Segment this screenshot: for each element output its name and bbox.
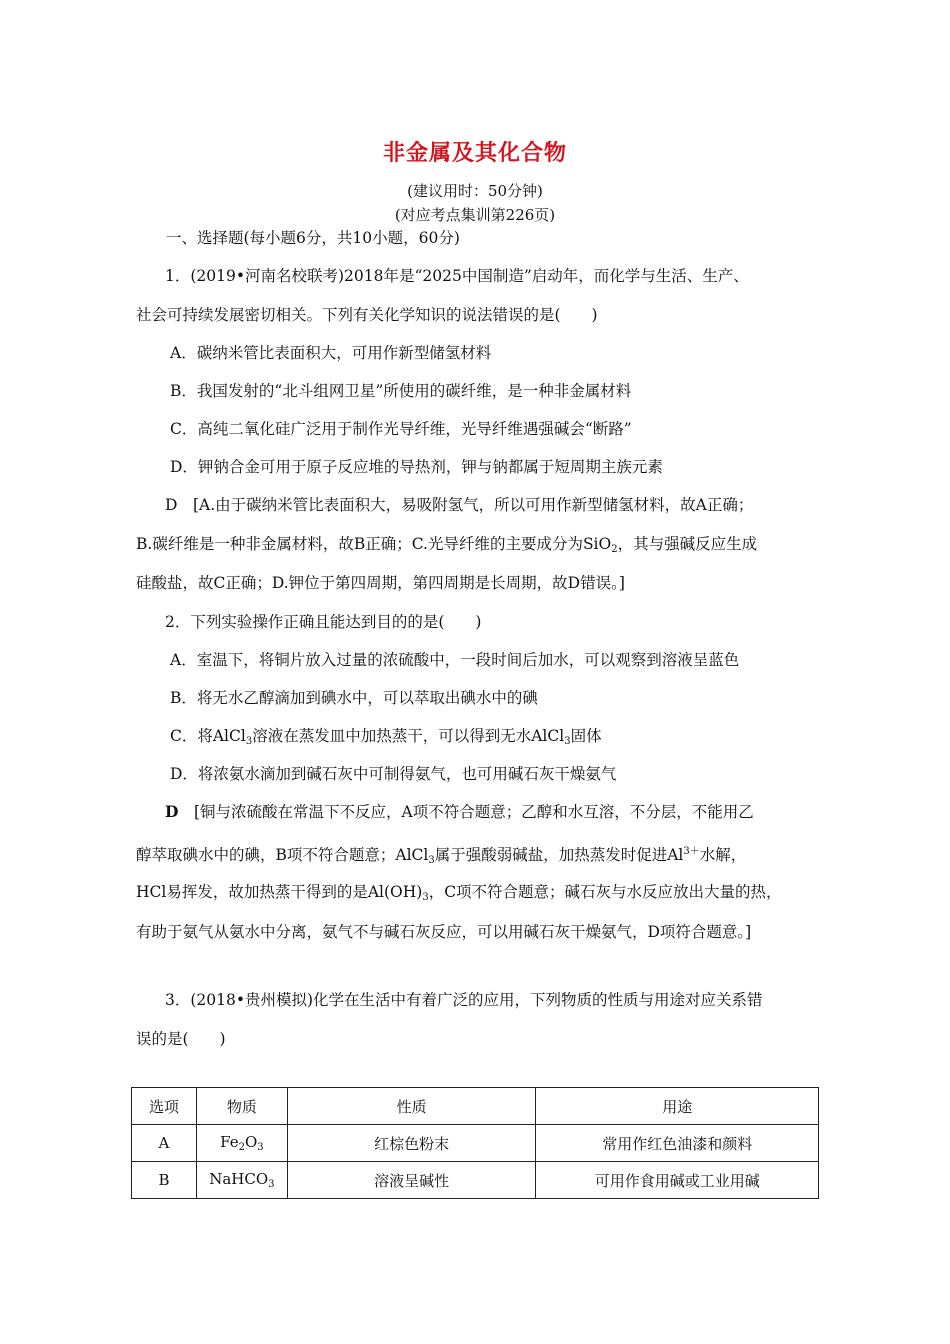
q1-option-a: A．碳纳米管比表面积大，可用作新型储氢材料 (170, 344, 492, 362)
table-cell: 红棕色粉末 (287, 1125, 536, 1162)
q2-option-c-part: 溶液在蒸发皿中加热蒸干，可以得到无水AlCl (252, 727, 565, 745)
q2-option-d: D．将浓氨水滴加到碱石灰中可制得氨气，也可用碱石灰干燥氨气 (170, 765, 617, 783)
q2-answer-letter: D (165, 802, 179, 821)
reference-page: (对应考点集训第226页) (394, 206, 556, 224)
q2-answer-part: 属于强酸弱碱盐，加热蒸发时促进Al (434, 846, 684, 864)
q2-answer-part: HCl易挥发，故加热蒸干得到的是Al(OH) (136, 883, 423, 901)
suggested-time: (建议用时：50分钟) (407, 182, 543, 200)
q1-answer-line1 (165, 495, 753, 515)
formula-part: O (244, 1133, 258, 1151)
subscript: 3 (422, 892, 429, 903)
subscript: 3 (268, 1179, 275, 1190)
q2-answer-part: 醇萃取碘水中的碘，B项不符合题意；AlCl (136, 846, 429, 864)
section-heading: 一、选择题(每小题6分，共10小题，60分) (166, 229, 460, 247)
table-header: 物质 (196, 1088, 287, 1125)
subscript: 3 (257, 1142, 264, 1153)
table-cell: 溶液呈碱性 (287, 1162, 536, 1199)
q1-answer-part: B.碳纤维是一种非金属材料，故B正确；C.光导纤维的主要成分为SiO (136, 535, 612, 553)
table-cell: 常用作红色油漆和颜料 (536, 1125, 819, 1162)
q2-option-c (170, 726, 602, 752)
q1-answer-part: ，其与强碱反应生成 (617, 535, 758, 553)
table-cell: A (132, 1125, 197, 1162)
q2-answer-part: ，C项不符合题意；碱石灰与水反应放出大量的热， (428, 883, 782, 901)
table-cell: 可用作食用碱或工业用碱 (536, 1162, 819, 1199)
q2-answer-text: [铜与浓硫酸在常温下不反应，A项不符合题意；乙醇和水互溶，不分层，不能用乙 (193, 803, 754, 821)
q1-option-d: D．钾钠合金可用于原子反应堆的导热剂，钾与钠都属于短周期主族元素 (170, 458, 663, 476)
subscript: 2 (611, 544, 618, 555)
q1-stem-line1: 1．(2019•河南名校联考)2018年是“2025中国制造”启动年，而化学与生活、生产、 (165, 267, 749, 285)
table-header: 性质 (287, 1088, 536, 1125)
subscript: 3 (564, 736, 571, 747)
q2-option-c-part: 固体 (570, 727, 602, 745)
q3-table (131, 1087, 819, 1199)
subscript: 2 (238, 1142, 245, 1153)
q1-answer-text: [A.由于碳纳米管比表面积大，易吸附氢气，所以可用作新型储氢材料，故A正确； (192, 496, 754, 514)
q2-answer-part: 水解， (699, 846, 747, 864)
q1-option-c: C．高纯二氧化硅广泛用于制作光导纤维，光导纤维遇强碱会“断路” (170, 420, 632, 438)
subscript: 3 (428, 855, 435, 866)
q2-answer-line1 (165, 802, 754, 822)
page-title: 非金属及其化合物 (382, 140, 567, 166)
formula-part: Fe (220, 1133, 239, 1151)
table-cell (196, 1125, 287, 1162)
table-row (132, 1125, 819, 1162)
formula-part: NaHCO (209, 1170, 269, 1188)
q1-option-b: B．我国发射的“北斗组网卫星”所使用的碳纤维，是一种非金属材料 (170, 382, 632, 400)
q2-stem: 2．下列实验操作正确且能达到目的的是( ) (165, 613, 482, 631)
q2-option-b: B．将无水乙醇滴加到碘水中，可以萃取出碘水中的碘 (170, 689, 538, 707)
table-header-row (132, 1088, 819, 1125)
q1-answer-line2 (136, 534, 757, 560)
table-header: 用途 (536, 1088, 819, 1125)
q2-answer-line2 (136, 842, 746, 871)
q2-option-c-part: C．将AlCl (170, 727, 246, 745)
q1-stem-line2: 社会可持续发展密切相关。下列有关化学知识的说法错误的是( ) (136, 306, 598, 324)
subscript: 3 (245, 736, 253, 747)
q1-answer-line3: 硅酸盐，故C正确；D.钾位于第四周期，第四周期是长周期，故D错误。] (136, 574, 625, 592)
table-row (132, 1162, 819, 1199)
q2-answer-line4: 有助于氨气从氨水中分离，氨气不与碱石灰反应，可以用碱石灰干燥氨气，D项符合题意。] (136, 923, 752, 941)
table-header: 选项 (132, 1088, 197, 1125)
q3-stem-line2: 误的是( ) (136, 1030, 226, 1048)
table-cell (196, 1162, 287, 1199)
superscript: 3＋ (683, 846, 700, 857)
q1-answer-letter: D (165, 496, 178, 514)
q2-answer-line3 (136, 882, 782, 908)
table-cell: B (132, 1162, 197, 1199)
q3-stem-line1: 3．(2018•贵州模拟)化学在生活中有着广泛的应用，下列物质的性质与用途对应关系错 (165, 991, 763, 1009)
q2-option-a: A．室温下，将铜片放入过量的浓硫酸中，一段时间后加水，可以观察到溶液呈蓝色 (170, 651, 740, 669)
